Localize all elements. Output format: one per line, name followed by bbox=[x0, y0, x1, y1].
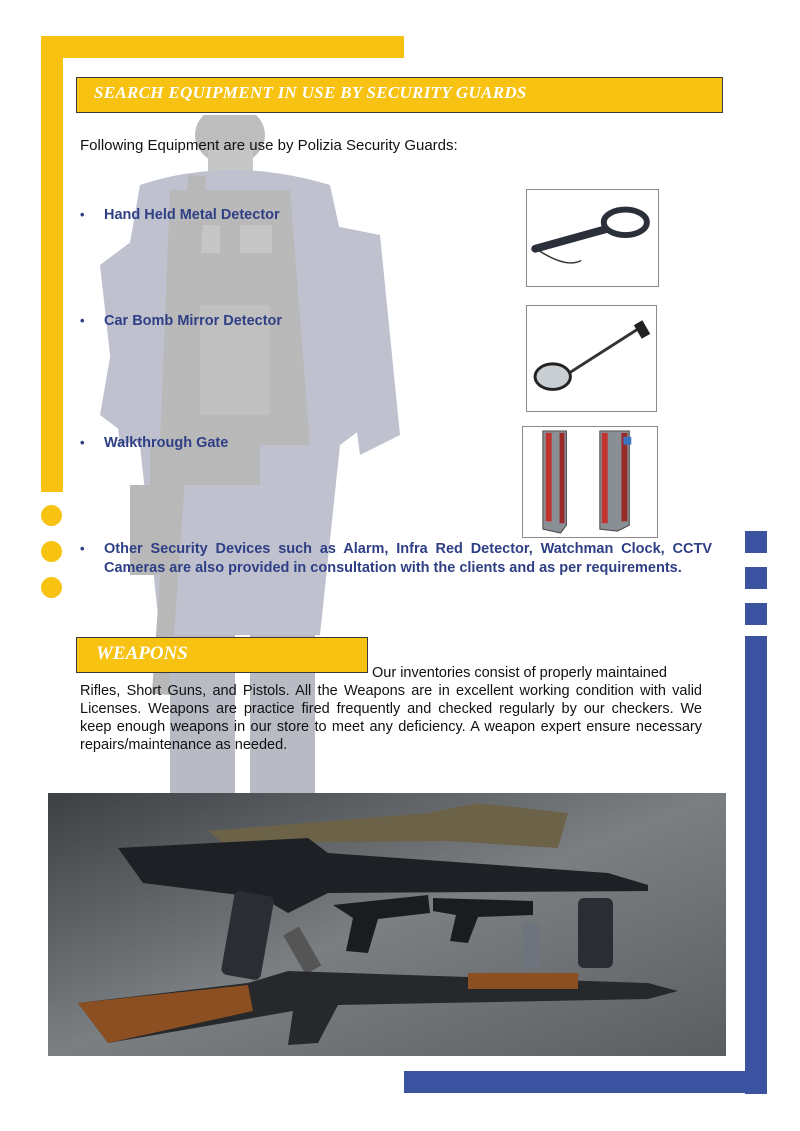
bullet-icon: • bbox=[80, 435, 85, 450]
yellow-dot bbox=[41, 577, 62, 598]
bullet-icon: • bbox=[80, 541, 85, 556]
intro-text: Following Equipment are use by Polizia Security Guards: bbox=[80, 137, 458, 154]
list-item bbox=[80, 207, 280, 223]
walkthrough-gate-image bbox=[522, 426, 658, 538]
list-item-label: Other Security Devices such as Alarm, Infra Red Detector, Watchman Clock, CCTV Cameras are also provided in consultation with the clients and as per requirements. bbox=[104, 541, 712, 576]
list-item bbox=[80, 435, 228, 451]
right-blue-bar bbox=[745, 636, 767, 1094]
weapons-photo bbox=[48, 793, 726, 1056]
list-item-label: Car Bomb Mirror Detector bbox=[104, 313, 283, 329]
bullet-icon: • bbox=[80, 313, 85, 328]
list-item-label: Walkthrough Gate bbox=[104, 435, 229, 451]
blue-square bbox=[745, 603, 767, 625]
list-item-label: Hand Held Metal Detector bbox=[104, 207, 280, 223]
blue-square bbox=[745, 531, 767, 553]
blue-square bbox=[745, 567, 767, 589]
bottom-blue-bar bbox=[404, 1071, 767, 1093]
car-mirror-image bbox=[526, 305, 657, 412]
weapons-text-first-line: Our inventories consist of properly maintained bbox=[372, 665, 667, 681]
section-title: SEARCH EQUIPMENT IN USE BY SECURITY GUARDS bbox=[94, 83, 527, 102]
weapons-title: WEAPONS bbox=[96, 643, 188, 664]
list-item bbox=[80, 540, 712, 577]
weapons-text-body: Rifles, Short Guns, and Pistols. All the Weapons are in excellent working condition with valid Licenses. Weapons are practice fired frequently and checked regularly by our checkers. We keep enough weapons in our store to meet any deficiency. A weapon expert ensure necessary repairs/maintenance as needed. bbox=[80, 683, 702, 753]
list-item bbox=[80, 313, 282, 329]
weapons-description bbox=[80, 664, 702, 754]
bullet-icon: • bbox=[80, 207, 85, 222]
left-yellow-bar bbox=[41, 36, 63, 492]
yellow-dot bbox=[41, 505, 62, 526]
yellow-dot bbox=[41, 541, 62, 562]
top-yellow-bar bbox=[41, 36, 404, 58]
metal-detector-image bbox=[526, 189, 659, 287]
